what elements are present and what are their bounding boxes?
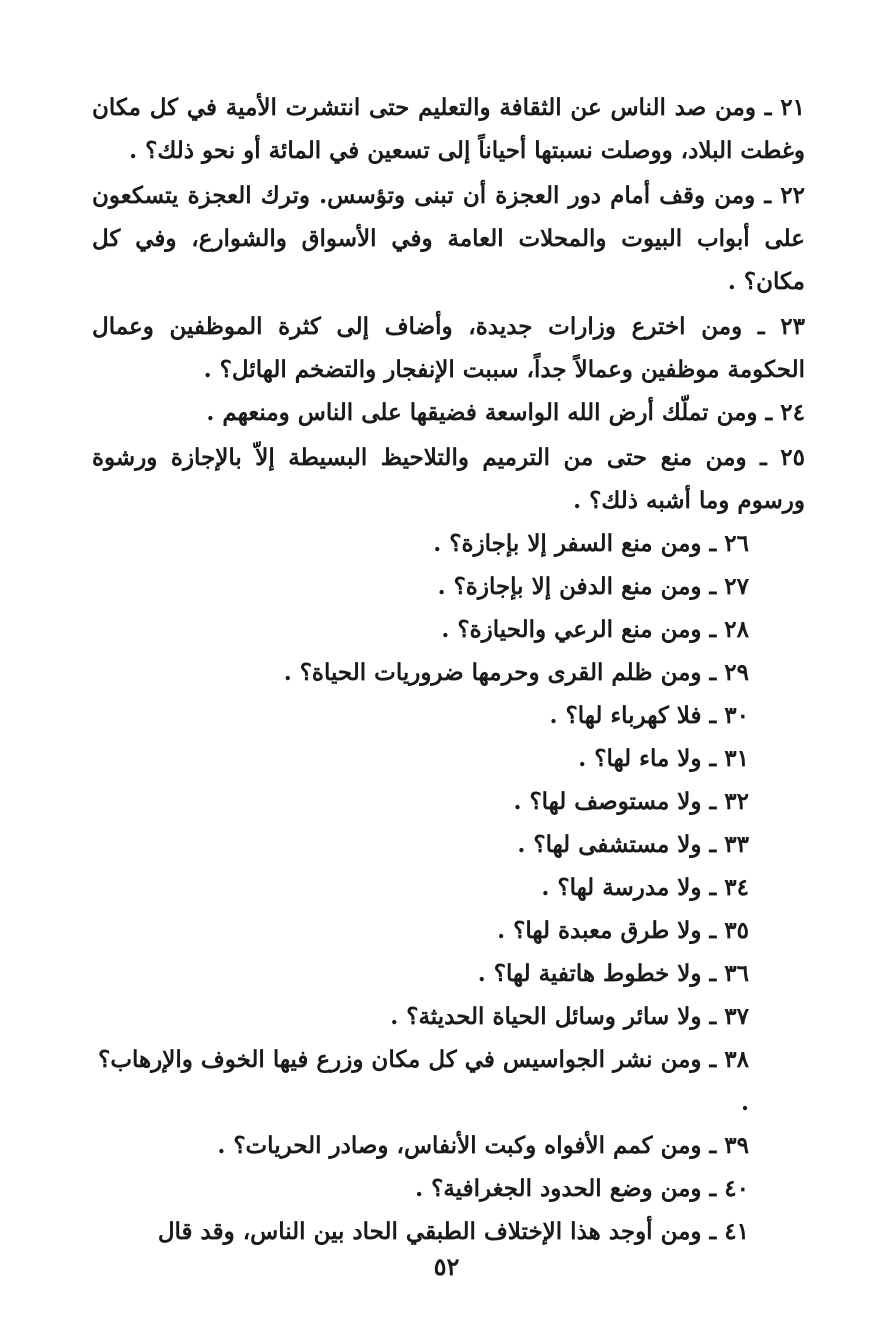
paragraph-22: ٢٢ ـ ومن وقف أمام دور العجزة أن تبنى وتؤسس. وترك العجزة يتسكعون على أبواب البيوت والمحلات العامة وفي الأسواق والشوارع، وفي كل مكان؟ .: [92, 182, 805, 295]
list-item-40: ٤٠ ـ ومن وضع الحدود الجغرافية؟ .: [415, 1175, 749, 1202]
paragraph-24: ٢٤ ـ ومن تملّك أرض الله الواسعة فضيقها على الناس ومنعهم .: [206, 399, 805, 426]
list-item-39: ٣٩ ـ ومن كمم الأفواه وكبت الأنفاس، وصادر الحريات؟ .: [217, 1132, 749, 1159]
list-item-38: ٣٨ ـ ومن نشر الجواسيس في كل مكان وزرع فيها الخوف والإرهاب؟ .: [98, 1046, 749, 1116]
list-item-26: ٢٦ ـ ومن منع السفر إلا بإجازة؟ .: [433, 530, 749, 557]
list-item-32: ٣٢ ـ ولا مستوصف لها؟ .: [513, 788, 749, 815]
list-item-27: ٢٧ ـ ومن منع الدفن إلا بإجازة؟ .: [437, 573, 749, 600]
list-item-34: ٣٤ ـ ولا مدرسة لها؟ .: [541, 874, 749, 901]
list-item-28: ٢٨ ـ ومن منع الرعي والحيازة؟ .: [441, 616, 749, 643]
list-item-37: ٣٧ ـ ولا سائر وسائل الحياة الحديثة؟ .: [390, 1003, 749, 1030]
paragraph-25: ٢٥ ـ ومن منع حتى من الترميم والتلاحيظ البسيطة إلاّ بالإجازة ورشوة ورسوم وما أشبه ذلك؟ .: [92, 444, 805, 514]
page-number: ٥٢: [433, 1252, 460, 1281]
paragraph-41: ٤١ ـ ومن أوجد هذا الإختلاف الطبقي الحاد بين الناس، وقد قال: [157, 1218, 749, 1245]
list-item-35: ٣٥ ـ ولا طرق معبدة لها؟ .: [497, 917, 749, 944]
paragraph-23: ٢٣ ـ ومن اخترع وزارات جديدة، وأضاف إلى كثرة الموظفين وعمال الحكومة موظفين وعمالاً جداً، سببت الإنفجار والتضخم الهائل؟ .: [92, 313, 805, 383]
paragraph-21: ٢١ ـ ومن صد الناس عن الثقافة والتعليم حتى انتشرت الأمية في كل مكان وغطت البلاد، ووصلت نسبتها أحياناً إلى تسعين في المائة أو نحو ذلك؟ .: [92, 94, 805, 164]
list-item-33: ٣٣ ـ ولا مستشفى لها؟ .: [517, 831, 749, 858]
list-item-30: ٣٠ ـ فلا كهرباء لها؟ .: [549, 702, 749, 729]
list-item-29: ٢٩ ـ ومن ظلم القرى وحرمها ضروريات الحياة؟ .: [283, 659, 749, 686]
list-item-31: ٣١ ـ ولا ماء لها؟ .: [578, 745, 749, 772]
body-text: [92, 86, 805, 1253]
list-item-36: ٣٦ ـ ولا خطوط هاتفية لها؟ .: [477, 960, 749, 987]
